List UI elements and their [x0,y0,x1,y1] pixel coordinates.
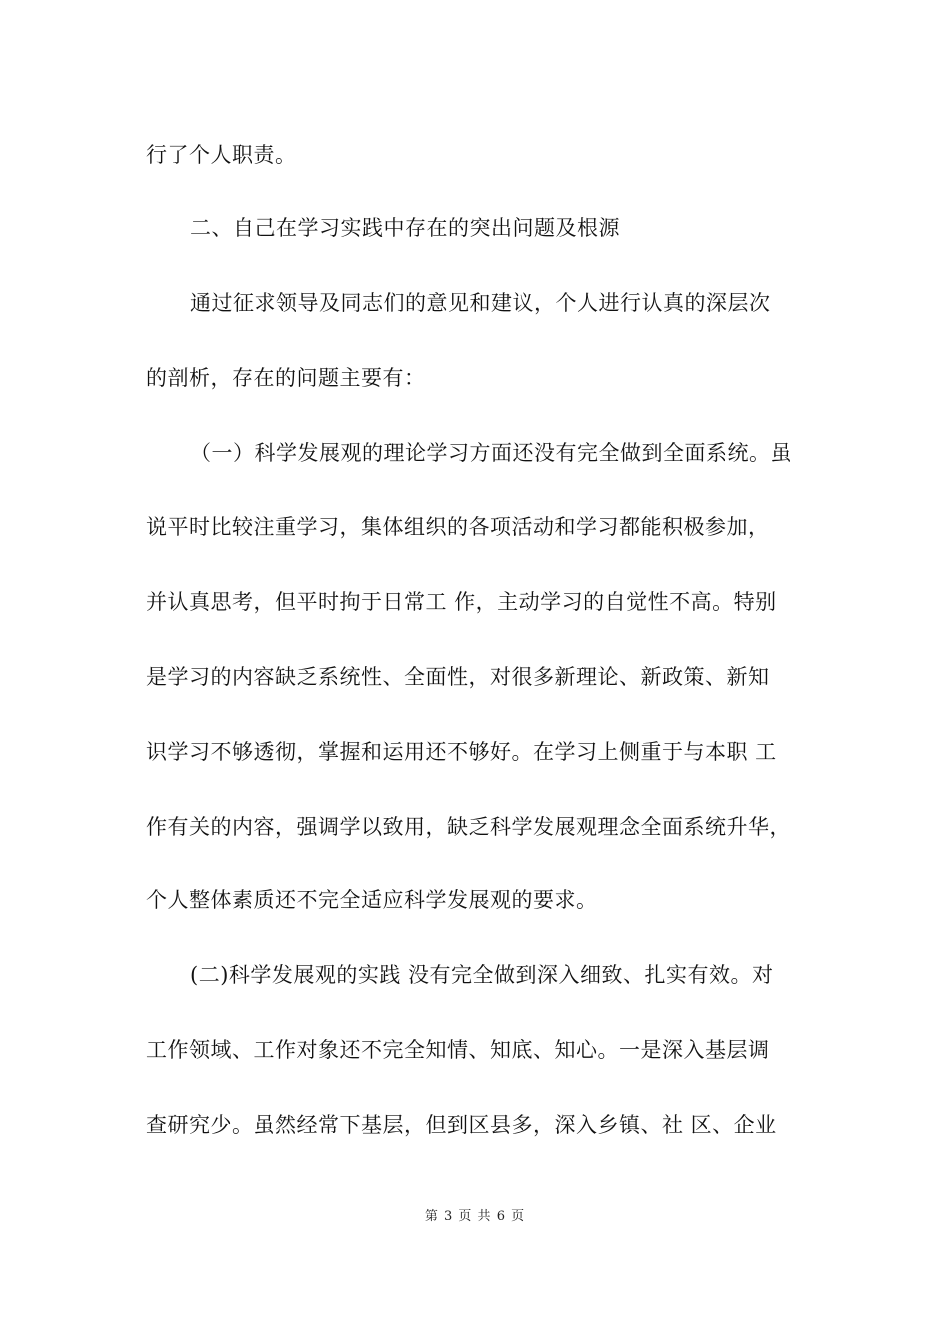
paragraph-line: 是学习的内容缺乏系统性、全面性，对很多新理论、新政策、新知 [146,665,770,689]
paragraph-line: 识学习不够透彻，掌握和运用还不够好。在学习上侧重于与本职 工 [146,740,777,764]
paragraph-line: 的剖析，存在的问题主要有： [146,366,426,390]
paragraph-line: 工作领域、工作对象还不完全知情、知底、知心。一是深入基层调 [146,1038,770,1062]
paragraph-line: 查研究少。虽然经常下基层，但到区县多，深入乡镇、社 区、企业 [146,1113,777,1137]
section-heading: 二、自己在学习实践中存在的突出问题及根源 [190,216,620,240]
paragraph-line: 通过征求领导及同志们的意见和建议，个人进行认真的深层次 [190,291,771,315]
paragraph-line: 并认真思考，但平时拘于日常工 作，主动学习的自觉性不高。特别 [146,590,777,614]
page-footer: 第 3 页 共 6 页 [424,1209,526,1224]
paragraph-line: (二)科学发展观的实践 没有完全做到深入细致、扎实有效。对 [190,963,774,987]
paragraph-line: 行了个人职责。 [146,143,297,167]
paragraph-line: 个人整体素质还不完全适应科学发展观的要求。 [146,888,598,912]
paragraph-line: 说平时比较注重学习，集体组织的各项活动和学习都能积极参加， [146,515,770,539]
paragraph-line: （一）科学发展观的理论学习方面还没有完全做到全面系统。虽 [190,441,792,465]
paragraph-line: 作有关的内容，强调学以致用，缺乏科学发展观理念全面系统升华， [146,815,791,839]
